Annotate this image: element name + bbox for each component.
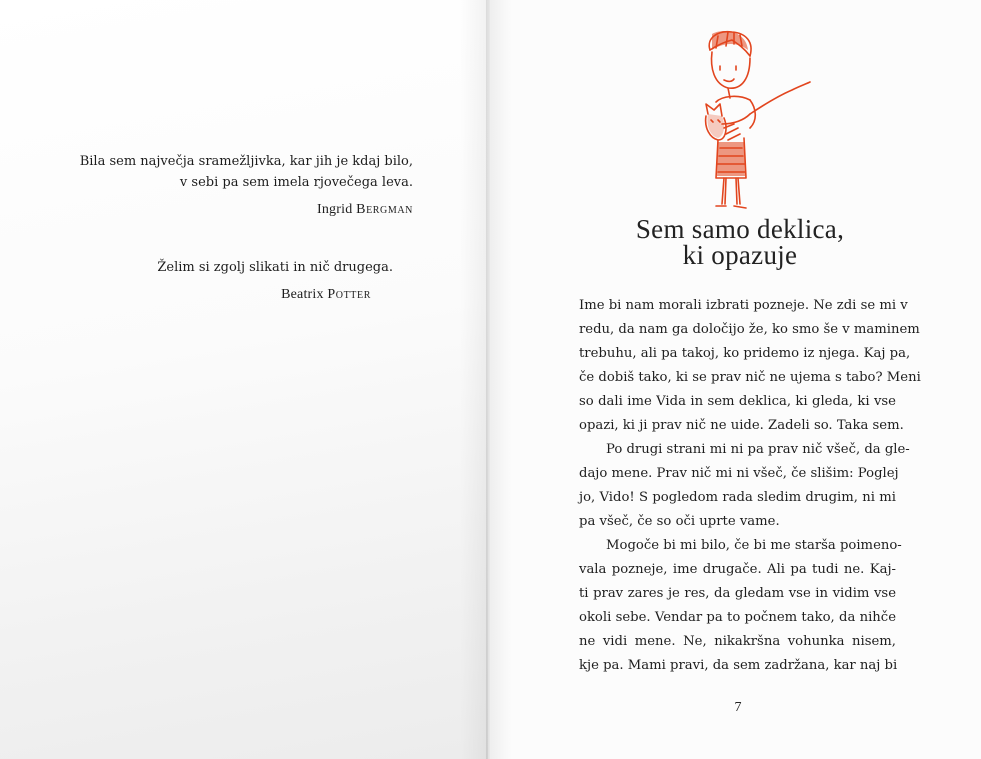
epigraph-quote-line: Želim si zgolj slikati in nič drugega. xyxy=(157,260,393,275)
author-first-name: Beatrix xyxy=(281,287,324,302)
epigraph-quote xyxy=(53,151,413,193)
text-line: jo, Vido! S pogledom rada sledim drugim, ni mi xyxy=(579,490,896,505)
text-line: so dali ime Vida in sem deklica, ki gleda, ki vse xyxy=(579,394,896,409)
text-line: okoli sebe. Vendar pa to počnem tako, da nihče xyxy=(579,610,896,625)
left-page xyxy=(0,0,488,759)
author-last-name: Potter xyxy=(327,287,371,302)
text-line: če dobiš tako, ki se prav nič ne ujema s tabo? Meni xyxy=(579,370,921,385)
text-line: ne vidi mene. Ne, nikakršna vohunka nisem, xyxy=(579,634,896,649)
text-line: Po drugi strani mi ni pa prav nič všeč, da gle- xyxy=(606,442,910,457)
text-line: Mogoče bi mi bilo, če bi me starša poimeno- xyxy=(606,538,902,553)
text-line: vala pozneje, ime drugače. Ali pa tudi ne. Kaj- xyxy=(579,562,896,577)
author-last-name: Bergman xyxy=(356,202,413,217)
text-line: Ime bi nam morali izbrati pozneje. Ne zdi se mi v xyxy=(579,298,908,313)
epigraph-quote-line: Bila sem največja sramežljivka, kar jih je kdaj bilo, xyxy=(79,154,413,169)
book-gutter xyxy=(486,0,490,759)
chapter-title-line: ki opazuje xyxy=(682,240,798,270)
epigraph-author xyxy=(53,199,413,220)
paragraph xyxy=(579,438,910,534)
chapter-title-line: Sem samo deklica, xyxy=(635,214,845,244)
text-line: dajo mene. Prav nič mi ni všeč, če slišim: Poglej xyxy=(579,466,899,481)
girl-holding-cat-illustration xyxy=(688,28,818,218)
epigraph-quote xyxy=(33,257,393,278)
paragraph xyxy=(579,534,902,678)
chapter-title xyxy=(580,216,900,268)
author-first-name: Ingrid xyxy=(317,202,353,217)
chapter-body xyxy=(579,294,921,678)
text-line: ti prav zares je res, da gledam vse in vidim vse xyxy=(579,586,896,601)
text-line: opazi, ki ji prav nič ne uide. Zadeli so. Taka sem. xyxy=(579,418,904,433)
epigraph-potter xyxy=(33,257,393,305)
page-number: 7 xyxy=(734,700,742,715)
text-line: kje pa. Mami pravi, da sem zadržana, kar naj bi xyxy=(579,658,898,673)
epigraph-author xyxy=(33,284,371,305)
paragraph xyxy=(579,294,921,438)
epigraph-quote-line: v sebi pa sem imela rjovečega leva. xyxy=(179,175,413,190)
text-line: trebuhu, ali pa takoj, ko pridemo iz njega. Kaj pa, xyxy=(579,346,911,361)
text-line: pa všeč, če so oči uprte vame. xyxy=(579,514,780,529)
text-line: redu, da nam ga določijo že, ko smo še v maminem xyxy=(579,322,920,337)
epigraph-bergman xyxy=(53,151,413,220)
